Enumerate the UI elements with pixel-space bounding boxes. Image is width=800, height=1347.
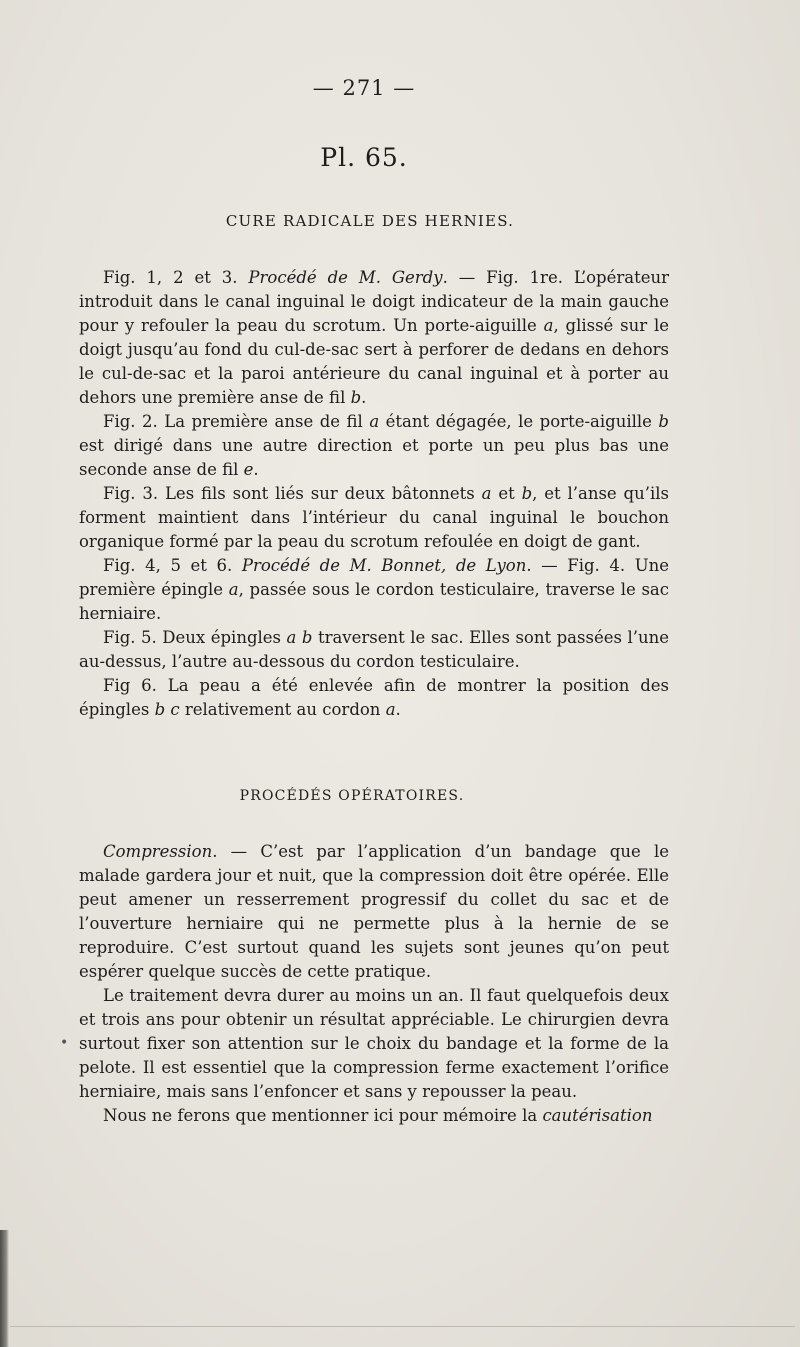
section-title-cure-radicale: CURE RADICALE DES HERNIES. [225,212,515,230]
text-run: , passée sous le cordon testiculaire, traverse le sac herniaire. [79,580,669,623]
text-run: Fig. 2. La première anse de fil [103,412,370,431]
text-run: Nous ne ferons que mentionner ici pour mémoire la [103,1106,543,1125]
text-run: est dirigé dans une autre direction et porte un peu plus bas une seconde anse de fil [79,436,669,479]
italic-run: b [658,412,669,431]
text-run: Fig. 5. Deux épingles [103,628,287,647]
text-run: , et l’anse qu’ils forment maintient dans l’intérieur du canal inguinal le bouchon organique formé par la peau du scrotum refoulée en doigt de gant. [79,484,669,551]
text-run: . — Fig. 4. Une première épingle [79,556,669,599]
text-run: Le traitement devra durer au moins un an. Il faut quelquefois deux et trois ans pour obtenir un résultat appréciable. Le chirurgien devra surtout fixer son attention sur le choix du bandage et la forme de la pelote. Il est essentiel que la compression ferme exactement l’orifice herniaire, mais sans l’enfoncer et sans y repousser la peau. [79,986,669,1101]
italic-run: b c [154,700,180,719]
italic-run: b [350,388,362,407]
paragraph [79,266,669,410]
text-run: Fig 6. La peau a été enlevée afin de montrer la position des épingles [79,676,669,719]
text-run: . [253,460,259,479]
paragraph [79,554,669,626]
italic-run: Procédé de M. Gerdy [248,268,443,287]
paragraph [79,410,669,482]
italic-run: a [228,580,239,599]
text-run: et [491,484,522,503]
text-run: . — C’est par l’application d’un bandage que le malade gardera jour et nuit, que la compression doit être opérée. Elle peut amener un resserrement progressif du collet du sac et de l’ouverture herniaire qui ne permette plus à la hernie de se reproduire. C’est surtout quand les sujets sont jeunes qu’on peut espérer quelque succès de cette pratique. [79,842,669,981]
italic-run: a [385,700,396,719]
procedures-text [79,840,669,1128]
paragraph [79,482,669,554]
paragraph [79,626,669,674]
italic-run: a [369,412,380,431]
italic-run: a [481,484,492,503]
italic-run: a [543,316,554,335]
section-title-procedes: PROCÉDÉS OPÉRATOIRES. [239,788,465,804]
text-run: Fig. 3. Les fils sont liés sur deux bâtonnets [103,484,482,503]
plate-number: Pl. 65. [320,143,408,172]
paragraph [79,840,669,984]
text-run: . [361,388,367,407]
figure-descriptions [79,266,669,722]
italic-run: e [243,460,254,479]
binding-edge [0,1230,9,1347]
text-run: étant dégagée, le porte-aiguille [379,412,659,431]
paragraph [79,984,669,1104]
text-run: Fig. 1, 2 et 3. [103,268,249,287]
page-number: — 271 — [312,76,416,100]
text-run: traversent le sac. Elles sont passées l’une au-dessus, l’autre au-dessous du cordon testiculaire. [79,628,669,671]
italic-run: b [521,484,533,503]
page-bottom-line [10,1326,795,1327]
text-run: relativement au cordon [179,700,386,719]
italic-run: Compression [103,842,213,861]
paragraph [79,1104,669,1128]
paragraph [79,674,669,722]
italic-run: cautérisation [542,1106,653,1125]
text-run: . — Fig. 1re. L’opérateur introduit dans le canal inguinal le doigt indicateur de la main gauche pour y refouler la peau du scrotum. Un porte-aiguille [79,268,669,335]
text-run: , glissé sur le doigt jusqu’au fond du cul-de-sac sert à perforer de dedans en dehors le cul-de-sac et la paroi antérieure du canal inguinal et à porter au dehors une première anse de fil [79,316,670,407]
margin-mark: • [60,1035,69,1051]
text-run: Fig. 4, 5 et 6. [103,556,242,575]
italic-run: a b [286,628,313,647]
italic-run: Procédé de M. Bonnet, de Lyon [241,556,527,575]
text-run: . [395,700,401,719]
